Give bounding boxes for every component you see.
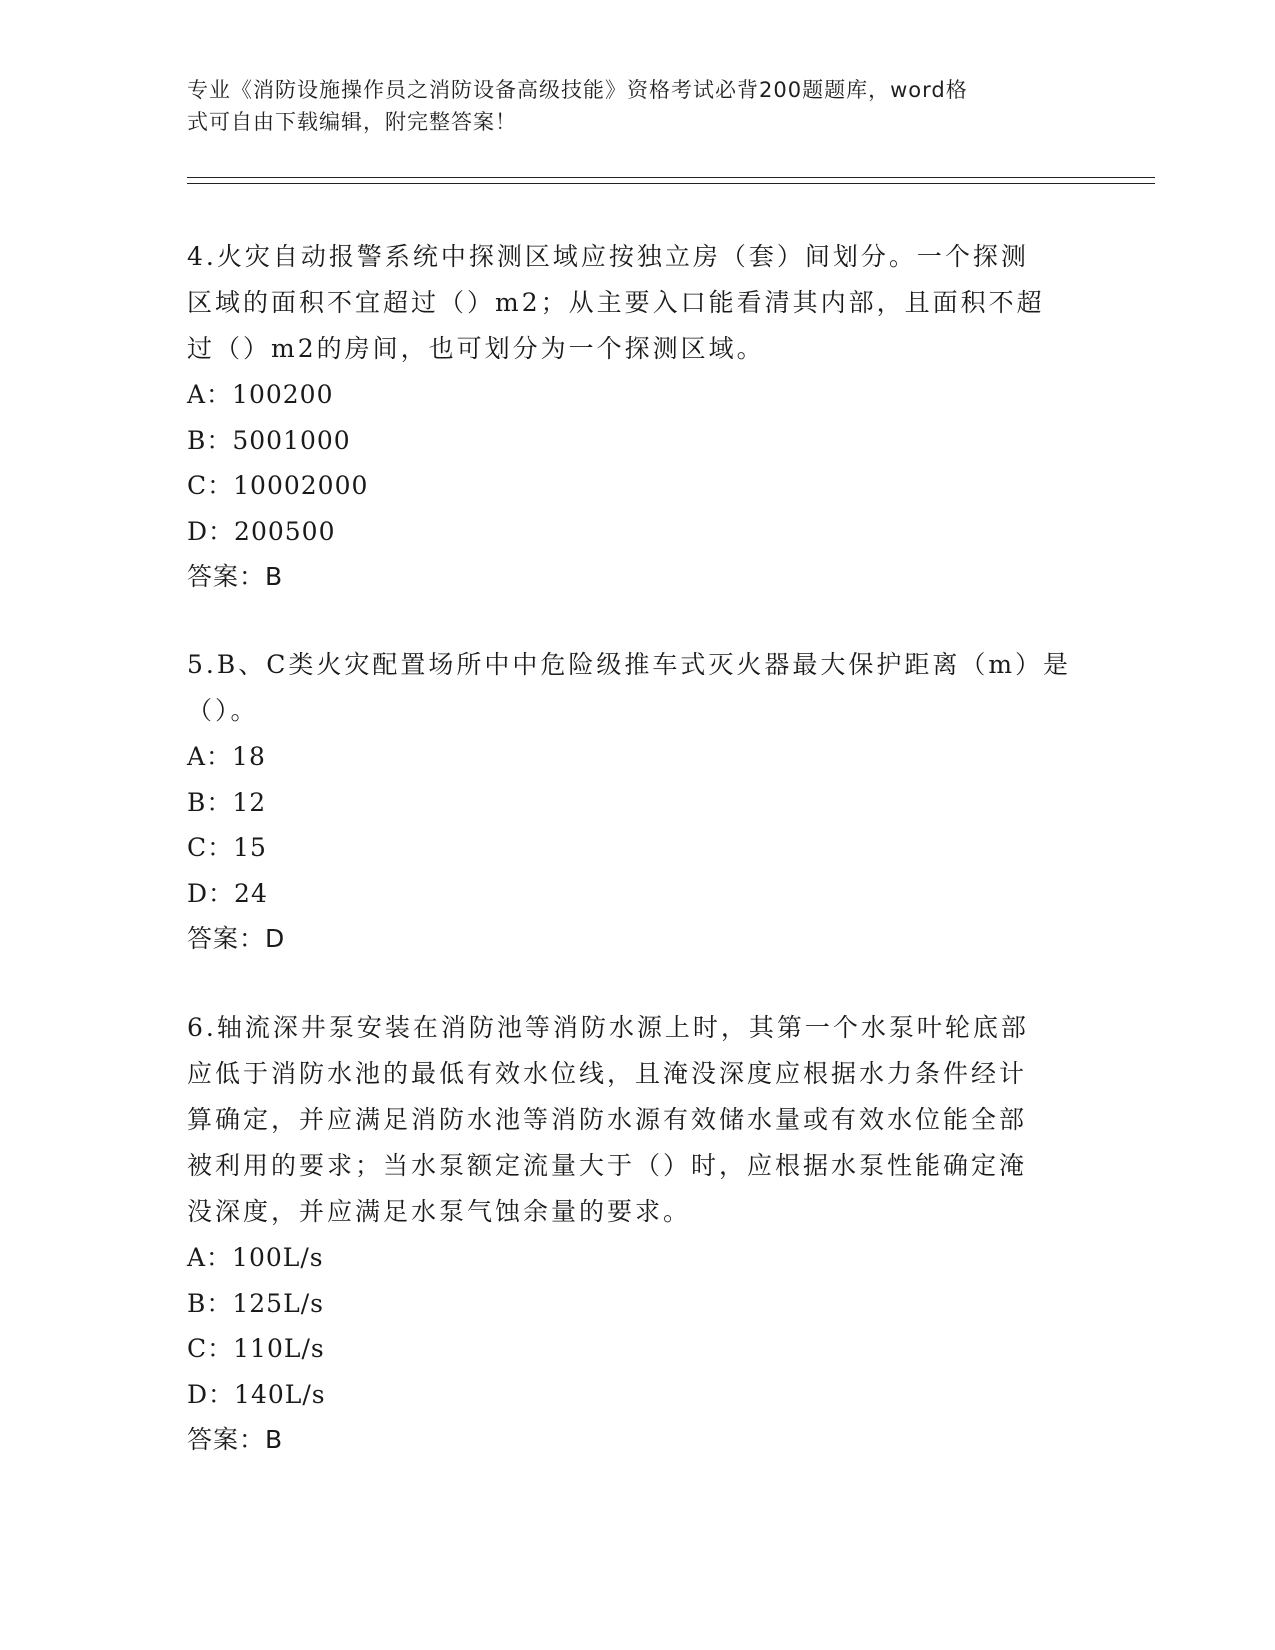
question-6 (187, 1005, 1087, 1463)
question-5 (187, 642, 1087, 962)
header-divider-bottom (187, 183, 1155, 184)
option-a: A：100200 (187, 380, 334, 409)
option-d: D：200500 (187, 516, 336, 546)
option-c: C：110L/s (187, 1334, 325, 1363)
header-line: 专业《消防设施操作员之消防设备高级技能》资格考试必背200题题库，word格 (187, 78, 968, 102)
stem-line: （）。 (187, 696, 259, 725)
question-stem (187, 234, 1087, 372)
stem-line: 被利用的要求；当水泵额定流量大于（）时，应根据水泵性能确定淹 (187, 1151, 1028, 1180)
question-stem (187, 642, 1087, 734)
header-line: 式可自由下载编辑，附完整答案！ (187, 110, 517, 134)
option-c: C：10002000 (187, 471, 369, 500)
document-header (187, 74, 1067, 138)
stem-line: 没深度，并应满足水泵气蚀余量的要求。 (187, 1197, 692, 1226)
stem-line: 过（）m2的房间，也可划分为一个探测区域。 (187, 334, 765, 363)
option-c: C：15 (187, 833, 267, 862)
option-a: A：100L/s (187, 1243, 324, 1272)
stem-line: 应低于消防水池的最低有效水位线，且淹没深度应根据水力条件经计 (187, 1059, 1028, 1088)
stem-line: 6.轴流深井泵安装在消防池等消防水源上时，其第一个水泵叶轮底部 (187, 1013, 1029, 1042)
stem-line: 4.火灾自动报警系统中探测区域应按独立房（套）间划分。一个探测 (187, 242, 1029, 271)
option-b: B：12 (187, 787, 267, 817)
answer: 答案：D (187, 924, 286, 953)
option-d: D：24 (187, 878, 268, 908)
option-b: B：5001000 (187, 425, 351, 455)
option-b: B：125L/s (187, 1288, 324, 1318)
option-d: D：140L/s (187, 1379, 326, 1409)
answer: 答案：B (187, 562, 284, 591)
question-4 (187, 234, 1087, 600)
answer: 答案：B (187, 1425, 284, 1454)
question-stem (187, 1005, 1087, 1235)
stem-line: 5.B、C类火灾配置场所中中危险级推车式灭火器最大保护距离（m）是 (187, 650, 1072, 679)
stem-line: 算确定，并应满足消防水池等消防水源有效储水量或有效水位能全部 (187, 1105, 1028, 1134)
option-a: A：18 (187, 742, 266, 771)
stem-line: 区域的面积不宜超过（）m2；从主要入口能看清其内部，且面积不超 (187, 288, 1045, 317)
header-divider-top (187, 177, 1155, 178)
